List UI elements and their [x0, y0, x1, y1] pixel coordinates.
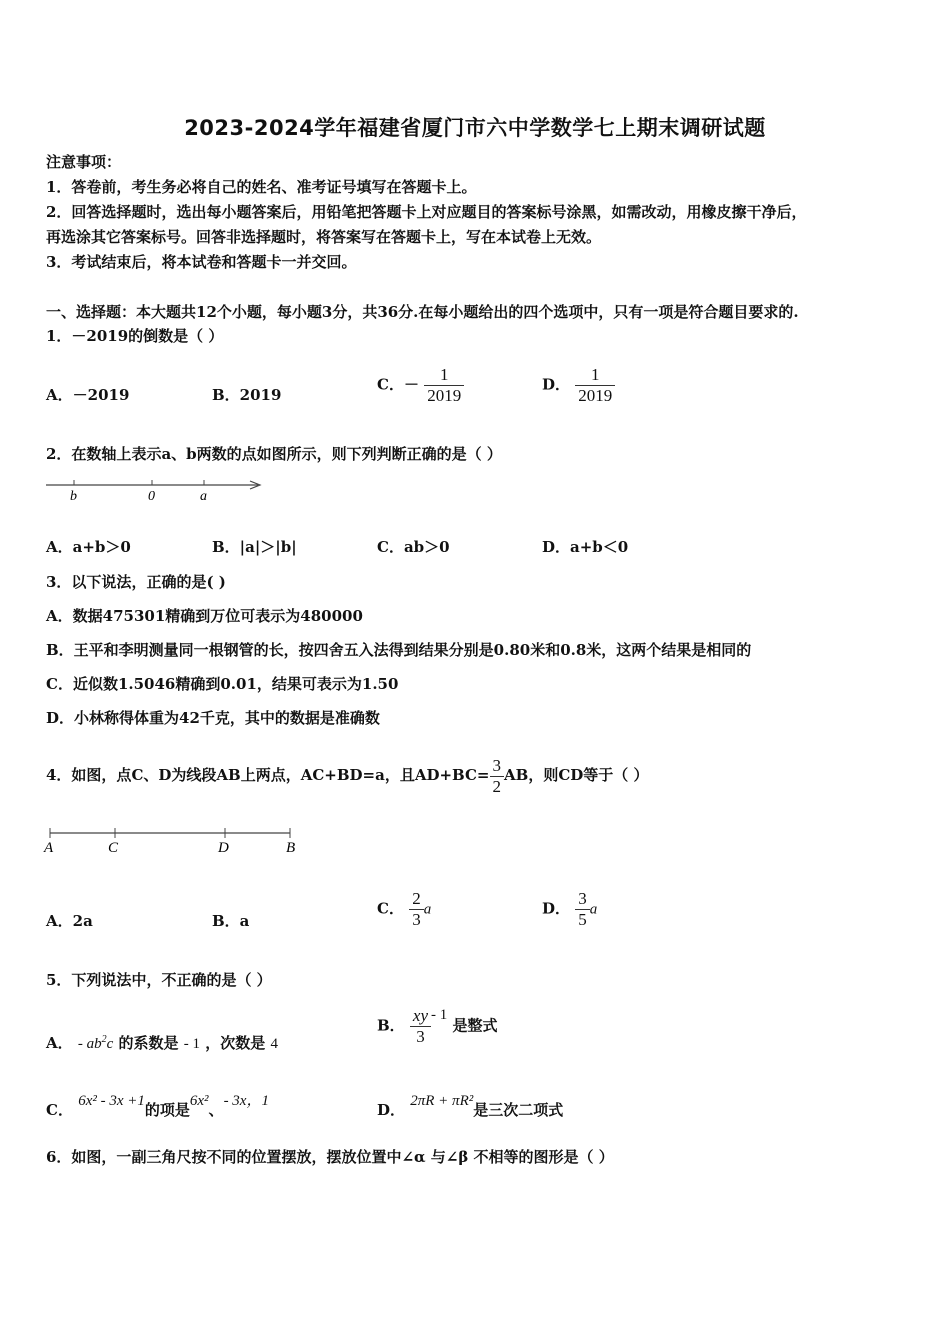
- q2-option-c: C．ab＞0: [377, 538, 450, 556]
- q5-option-d-label: D．: [377, 1101, 406, 1119]
- q4-option-c: [377, 889, 431, 930]
- q4-stem-fraction: [490, 756, 505, 797]
- q1-option-c-label: C．－: [377, 375, 419, 394]
- q5-d-text: 是三次二项式: [473, 1101, 564, 1119]
- notice-item-2-cont: 再选涂其它答案标号。回答非选择题时，将答案写在答题卡上，写在本试卷上无效。: [46, 228, 602, 246]
- q4-option-c-fraction: [409, 889, 424, 930]
- fraction-numerator: 2: [409, 889, 424, 910]
- label-a: a: [200, 489, 207, 504]
- expr-ab: - ab: [77, 1036, 102, 1052]
- q5-a-text: 的系数是: [118, 1034, 179, 1052]
- q2-stem: 2．在数轴上表示a、b两数的点如图所示，则下列判断正确的是（ ）: [46, 445, 502, 463]
- q1-stem: 1．－2019的倒数是（ ）: [46, 327, 224, 345]
- q5-d-expression: 2πR + πR²: [410, 1093, 474, 1109]
- q4-option-c-label: C．: [377, 899, 404, 918]
- q4-option-b: B．a: [212, 912, 250, 930]
- q5-option-c: [46, 1093, 269, 1121]
- q4-option-d-label: D．: [542, 899, 571, 918]
- q5-c-terms: 6x²: [189, 1093, 209, 1109]
- q5-option-d: [377, 1093, 564, 1121]
- fraction-numerator: 1: [424, 365, 464, 386]
- expr-c: c: [106, 1036, 114, 1052]
- notice-item-2: 2．回答选择题时，选出每小题答案后，用铅笔把答题卡上对应题目的答案标号涂黑，如需改动，用橡皮擦干净后，: [46, 203, 807, 221]
- notice-item-3: 3．考试结束后，将本试卷和答题卡一并交回。: [46, 253, 357, 271]
- notice-item-1: 1．答卷前，考生务必将自己的姓名、准考证号填写在答题卡上。: [46, 178, 477, 196]
- q2-option-b: B．|a|＞|b|: [212, 538, 297, 556]
- fraction-denominator: 5: [578, 910, 587, 929]
- notice-heading: 注意事项：: [46, 153, 122, 171]
- q5-option-a: [46, 1030, 278, 1054]
- fraction-numerator: 3: [490, 756, 505, 777]
- fraction-denominator: 3: [416, 1027, 425, 1046]
- q5-option-b-label: B．: [377, 1016, 405, 1035]
- section-heading: 一、选择题：本大题共12个小题，每小题3分，共36分.在每小题给出的四个选项中，只有一项是符合题目要求的.: [46, 303, 799, 321]
- q5-a-expression: [78, 1036, 113, 1052]
- q5-c-terms2: - 3x，1: [223, 1093, 269, 1109]
- q4-option-a: A．2a: [46, 912, 93, 930]
- fraction-numerator: 3: [575, 889, 590, 910]
- label-d: D: [218, 840, 229, 856]
- q6-stem: 6．如图，一副三角尺按不同的位置摆放，摆放位置中∠α 与∠β 不相等的图形是（ ）: [46, 1148, 614, 1166]
- q5-a-text2: ，次数是: [205, 1034, 266, 1052]
- q5-c-text: 的项是: [144, 1101, 190, 1119]
- q4-stem: [46, 745, 649, 805]
- q5-c-expression: 6x² - 3x +1: [78, 1093, 145, 1109]
- fraction-denominator: 2: [492, 776, 501, 796]
- q4-stem-post: AB，则CD等于（ ）: [504, 766, 649, 784]
- variable-a: a: [423, 901, 432, 918]
- q4-stem-pre: 4．如图，点C、D为线段AB上两点，AC+BD=a，且AD+BC=: [46, 766, 490, 784]
- q4-option-d-fraction: [575, 889, 590, 930]
- q3-option-a: A．数据475301精确到万位可表示为480000: [46, 607, 363, 625]
- fraction-denominator: 2019: [427, 386, 462, 405]
- segment-figure: [44, 826, 304, 856]
- q4-option-d: [542, 889, 597, 930]
- q5-c-sep: 、: [208, 1101, 224, 1119]
- fraction-denominator: 2019: [578, 386, 613, 405]
- q5-a-coefficient: - 1: [183, 1036, 201, 1052]
- fraction-numerator: xy: [410, 1006, 431, 1027]
- expr-exponent: 2: [101, 1034, 107, 1045]
- q2-option-d: D．a+b＜0: [542, 538, 629, 556]
- fraction-numerator: 1: [575, 365, 615, 386]
- q5-b-text: 是整式: [452, 1016, 498, 1035]
- q1-option-a: A．－2019: [46, 386, 130, 404]
- q1-option-c: [377, 365, 464, 406]
- q2-option-a: A．a+b＞0: [46, 538, 131, 556]
- q3-stem: 3．以下说法，正确的是( ): [46, 573, 226, 591]
- number-line-figure: [44, 474, 268, 504]
- label-a: A: [44, 840, 54, 856]
- variable-a: a: [589, 901, 598, 918]
- q1-option-c-fraction: [424, 365, 464, 406]
- q5-option-b-fraction: [410, 1006, 431, 1047]
- q5-option-a-label: A．: [46, 1034, 73, 1052]
- label-b: B: [286, 840, 296, 856]
- q5-b-tail: - 1: [431, 1006, 448, 1023]
- q1-option-d: [542, 365, 615, 406]
- q1-option-b: B．2019: [212, 386, 282, 404]
- q1-option-d-fraction: [575, 365, 615, 406]
- page-title: 2023-2024学年福建省厦门市六中学数学七上期末调研试题: [184, 116, 766, 140]
- label-b: b: [70, 489, 77, 504]
- q3-option-b: B．王平和李明测量同一根钢管的长，按四舍五入法得到结果分别是0.80米和0.8米，这两个结果是相同的: [46, 641, 752, 659]
- q5-stem: 5．下列说法中，不正确的是（ ）: [46, 971, 272, 989]
- q3-option-d: D．小林称得体重为42千克，其中的数据是准确数: [46, 709, 380, 727]
- q3-option-c: C．近似数1.5046精确到0.01，结果可表示为1.50: [46, 675, 399, 693]
- q5-option-b: [377, 1006, 498, 1047]
- label-c: C: [108, 840, 119, 856]
- fraction-denominator: 3: [412, 910, 421, 929]
- q5-option-c-label: C．: [46, 1101, 73, 1119]
- label-zero: 0: [148, 489, 155, 504]
- q5-a-degree: 4: [270, 1036, 279, 1052]
- q1-option-d-label: D．: [542, 375, 571, 394]
